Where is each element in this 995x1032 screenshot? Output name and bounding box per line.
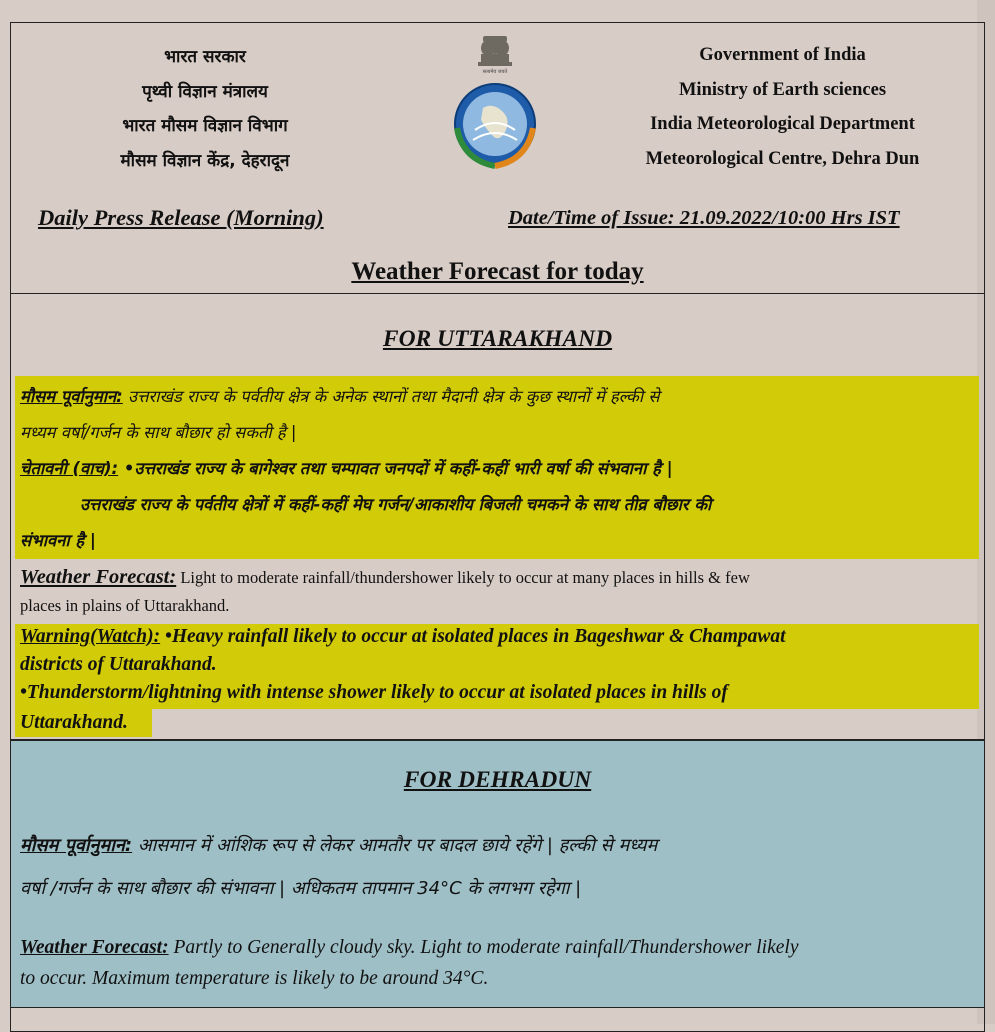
hindi-header-line: मौसम विज्ञान केंद्र, देहरादून — [120, 150, 290, 171]
english-warning-label: Warning(Watch): — [20, 626, 161, 647]
hindi-forecast-label: मौसम पूर्वानुमान: — [20, 387, 123, 406]
english-header-line: Meteorological Centre, Dehra Dun — [645, 148, 920, 169]
english-header-line: India Meteorological Department — [650, 114, 915, 134]
hindi-header-line: भारत मौसम विज्ञान विभाग — [122, 116, 288, 136]
hindi-warning-line — [20, 456, 673, 479]
hindi-forecast-line — [20, 384, 940, 407]
english-warning-line2: districts of Uttarakhand. — [20, 654, 217, 675]
hindi-warning-line3: संभावना है | — [20, 531, 96, 550]
hindi-forecast-text: उत्तराखंड राज्य के पर्वतीय क्षेत्र के अनेक स्थानों तथा मैदानी क्षेत्र के कुछ स्थानों में हल्की से — [128, 387, 660, 406]
hindi-header-line: भारत सरकार — [164, 47, 246, 67]
english-header-line: Government of India — [699, 45, 866, 65]
dehradun-title: FOR DEHRADUN — [403, 767, 592, 793]
forecast-title: Weather Forecast for today — [351, 258, 644, 285]
dehradun-english-line — [20, 937, 798, 959]
imd-emblem-logo — [445, 32, 545, 177]
dehradun-hindi-label: मौसम पूर्वानुमान: — [20, 835, 133, 856]
english-warning-line — [20, 626, 786, 648]
dehradun-english-label: Weather Forecast: — [20, 937, 169, 958]
english-forecast-line2: places in plains of Uttarakhand. — [20, 596, 230, 615]
hindi-warning-text: •उत्तराखंड राज्य के बागेश्वर तथा चम्पावत जनपदों में कहीं-कहीं भारी वर्षा की संभवाना है | — [123, 459, 673, 478]
svg-text:सत्यमेव जयते: सत्यमेव जयते — [482, 69, 508, 75]
dehradun-hindi-line2: वर्षा /गर्जन के साथ बौछार की संभावना | अधिकतम तापमान 34°C के लगभग रहेगा | — [20, 878, 582, 899]
press-release-title: Daily Press Release (Morning) — [38, 205, 324, 230]
english-forecast-label: Weather Forecast: — [20, 566, 177, 588]
uttarakhand-title: FOR UTTARAKHAND — [382, 326, 613, 352]
english-header — [600, 38, 965, 176]
english-forecast-text: Light to moderate rainfall/thundershower likely to occur at many places in hills & few — [180, 568, 750, 587]
dehradun-hindi-text: आसमान में आंशिक रूप से लेकर आमतौर पर बादल छाये रहेंगे | हल्की से मध्यम — [137, 835, 658, 856]
hindi-forecast-line2: मध्यम वर्षा/गर्जन के साथ बौछार हो सकती है | — [20, 423, 297, 442]
dehradun-english-text: Partly to Generally cloudy sky. Light to moderate rainfall/Thundershower likely — [173, 937, 799, 958]
dehradun-english-line2: to occur. Maximum temperature is likely to be around 34°C. — [20, 968, 489, 989]
hindi-warning-label: चेतावनी (वाच): — [20, 459, 119, 478]
english-forecast-line — [20, 566, 750, 589]
hindi-header-line: पृथ्वी विज्ञान मंत्रालय — [142, 81, 268, 102]
english-warning-line3: •Thunderstorm/lightning with intense shower likely to occur at isolated places in hills of — [20, 682, 728, 703]
hindi-warning-line2: उत्तराखंड राज्य के पर्वतीय क्षेत्रों में कहीं-कहीं मेघ गर्जन/आकाशीय बिजली चमकने के साथ तीव्र बौछार की — [80, 495, 712, 514]
english-warning-line4: Uttarakhand. — [20, 712, 128, 733]
hindi-header — [60, 40, 350, 178]
english-header-line: Ministry of Earth sciences — [678, 79, 887, 100]
english-warning-text: •Heavy rainfall likely to occur at isolated places in Bageshwar & Champawat — [165, 626, 786, 647]
issue-date: Date/Time of Issue: 21.09.2022/10:00 Hrs IST — [508, 207, 900, 229]
dehradun-hindi-line — [20, 833, 657, 857]
